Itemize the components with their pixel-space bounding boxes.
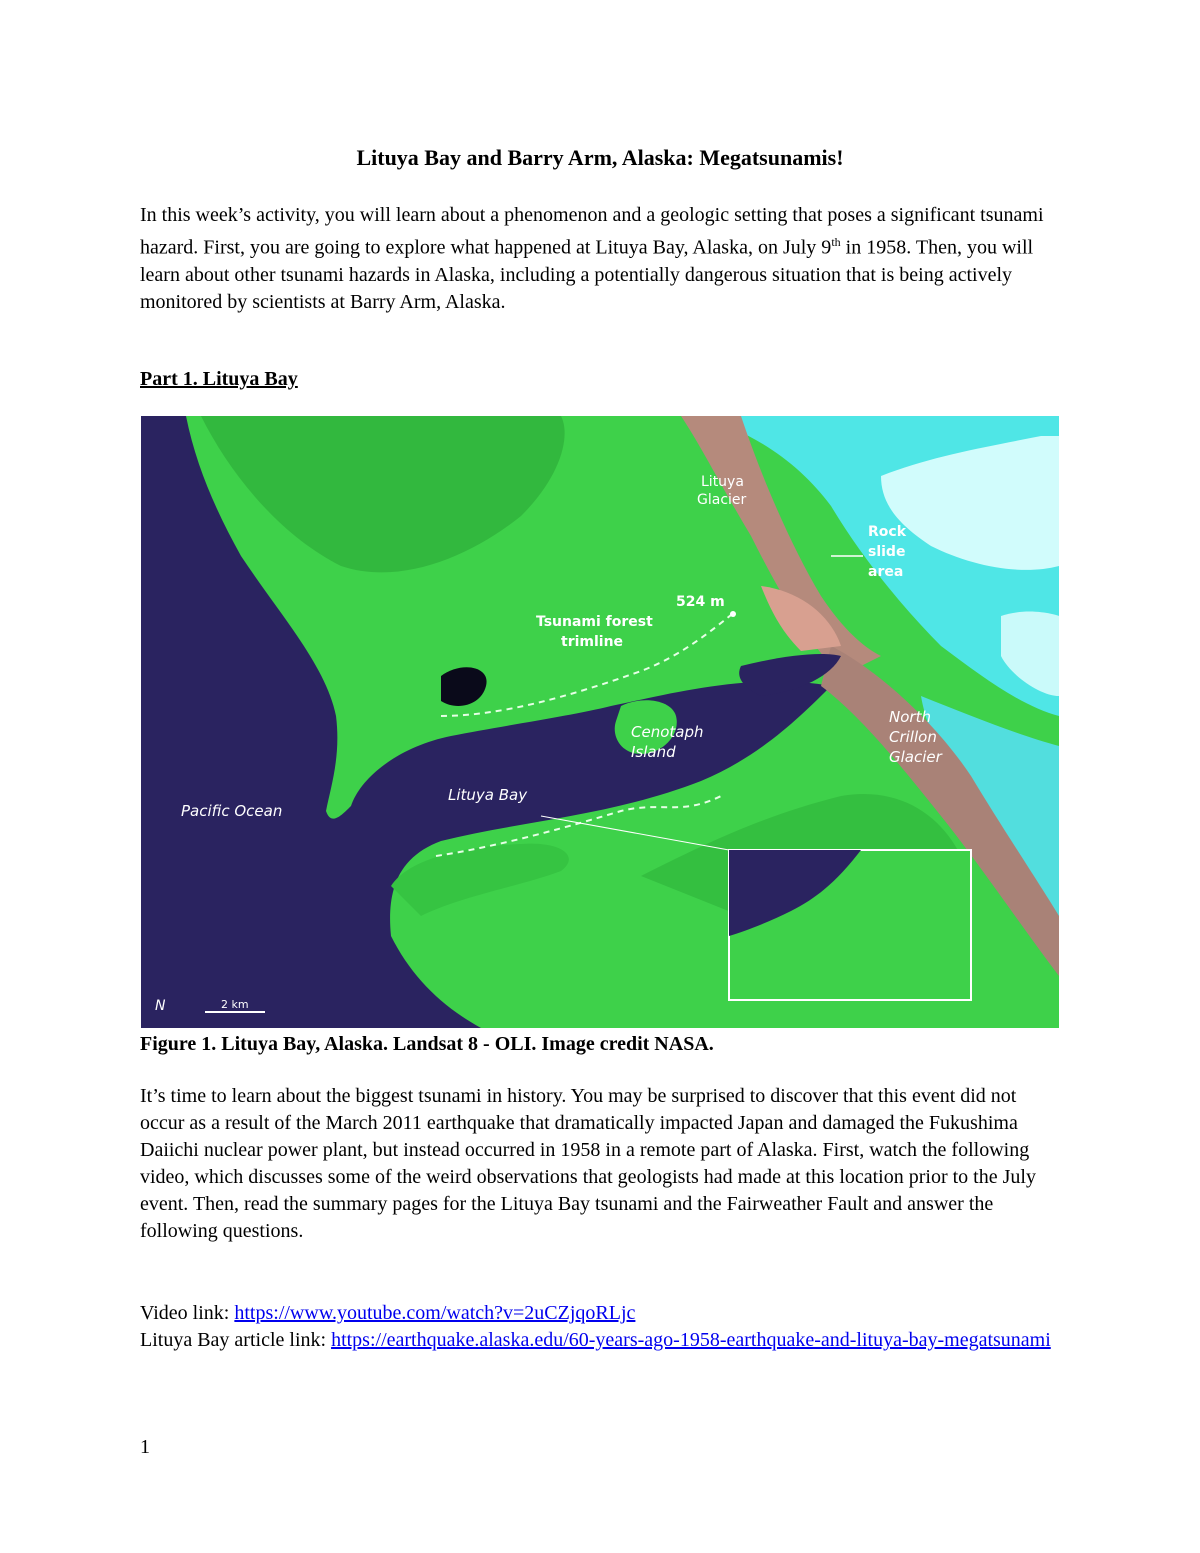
rockslide-label-3: area	[868, 564, 904, 580]
cenotaph-label-2: Island	[631, 743, 676, 761]
lituya-glacier-label-2: Glacier	[697, 492, 747, 508]
rockslide-label-2: slide	[868, 544, 906, 560]
crillon-label-2: Crillon	[889, 728, 937, 746]
height-label: 524 m	[676, 594, 725, 610]
ocean-label: Pacific Ocean	[181, 802, 283, 820]
section-heading: Part 1. Lituya Bay	[140, 368, 298, 390]
video-link-line	[140, 1300, 1065, 1327]
crillon-label-3: Glacier	[889, 748, 942, 766]
links-block	[140, 1300, 1065, 1354]
intro-superscript: th	[831, 235, 841, 249]
figure-caption: Figure 1. Lituya Bay, Alaska. Landsat 8 - OLI. Image credit NASA.	[140, 1033, 714, 1055]
video-link[interactable]: https://www.youtube.com/watch?v=2uCZjqoRLjc	[234, 1302, 636, 1324]
article-link-line	[140, 1327, 1065, 1354]
article-link[interactable]: https://earthquake.alaska.edu/60-years-ago-1958-earthquake-and-lituya-bay-megatsunami	[331, 1329, 1051, 1351]
trimline-label-2: trimline	[561, 634, 624, 650]
body-paragraph: It’s time to learn about the biggest tsunami in history. You may be surprised to discover that this event did not occur as a result of the March 2011 earthquake that dramatically impacted Japan and damaged the Fukushima Daiichi nuclear power plant, but instead occurred in 1958 in a remote part of Alaska. First, watch the following video, which discusses some of the weird observations that geologists had made at this location prior to the July event. Then, read the summary pages for the Lituya Bay tsunami and the Fairweather Fault and answer the following questions.	[140, 1085, 1036, 1242]
bay-label: Lituya Bay	[448, 786, 528, 804]
document-title: Lituya Bay and Barry Arm, Alaska: Megatsunamis!	[356, 145, 844, 170]
trimline-label-1: Tsunami forest	[536, 614, 653, 630]
rockslide-label-1: Rock	[868, 524, 907, 540]
scale-label: 2 km	[221, 998, 249, 1011]
intro-text-2: in 1958. Then, you will learn about other tsunami hazards in Alaska, including a potentially dangerous situation that is being actively monitored by scientists at Barry Arm, Alaska.	[140, 236, 1034, 313]
map-image	[141, 416, 1059, 1028]
page-number: 1	[140, 1436, 150, 1458]
intro-paragraph	[140, 202, 1065, 316]
article-link-label: Lituya Bay article link:	[140, 1329, 332, 1351]
lituya-glacier-label-1: Lituya	[701, 474, 744, 490]
satellite-map-figure	[141, 416, 1059, 1028]
cenotaph-label-1: Cenotaph	[631, 723, 704, 741]
crillon-label-1: North	[889, 708, 931, 726]
intro-text-1: In this week’s activity, you will learn about a phenomenon and a geologic setting that poses a significant tsunami hazard. First, you are going to explore what happened at Lituya Bay, Alaska, on July 9	[140, 204, 1044, 259]
height-marker	[730, 611, 736, 617]
video-link-label: Video link:	[140, 1302, 235, 1324]
north-arrow-label: N	[155, 998, 166, 1014]
